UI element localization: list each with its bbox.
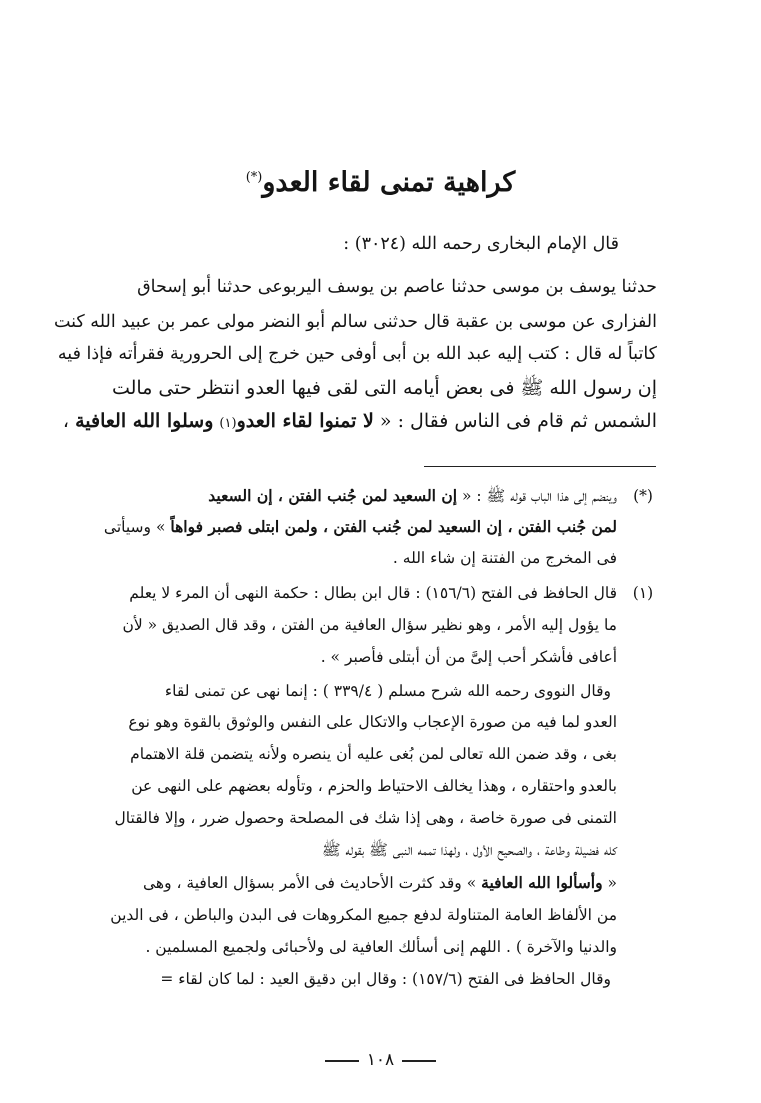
footnote-1-line-5: العدو لما فيه من صورة الإعجاب والاتكال على النفس والوثوق بالقوة وهو نوع	[128, 713, 617, 731]
footnote-star-line-2-bold: لمن جُنب الفتن ، إن السعيد لمن جُنب الفتن ، ولمن ابتلى فصبر فواهاً	[170, 517, 617, 536]
footnote-1-line-6: بغى ، وقد ضمن الله تعالى لمن بُغى عليه أن ينصره ولأنه يتضمن قلة الاهتمام	[130, 745, 617, 763]
folio-rule-right	[402, 1060, 436, 1062]
footnote-1-line-10-bold: وأسألوا الله العافية	[481, 873, 603, 892]
footnote-1-line-7: بالعدو واحتقاره ، وهذا يخالف الاحتياط والحزم ، وتأوله بعضهم على النهى عن	[131, 777, 617, 795]
footnote-star-line-1	[104, 481, 617, 511]
footnote-star-line-2-post: » وسيأتى	[103, 518, 166, 536]
hadith-line-3: كاتباً له قال : كتب إليه عبد الله بن أبى أوفى حين خرج إلى الحرورية فقرأته فإذا فيه	[57, 344, 657, 364]
footnote-star-line-3: فى المخرج من الفتنة إن شاء الله .	[392, 549, 617, 567]
footnote-1-line-3: أعافى فأشكر أحب إلىَّ من أن أبتلى فأصبر » .	[320, 648, 617, 666]
hadith-line-5	[62, 406, 657, 439]
footnote-star-marker: (*)	[633, 487, 653, 505]
footnote-1-line-4: وقال النووى رحمه الله شرح مسلم ( ٣٣٩/٤ ) : إنما نهى عن تمنى لقاء	[164, 682, 611, 700]
folio-rule-left	[325, 1060, 359, 1062]
footnote-ref-1: (١)	[219, 416, 237, 431]
hadith-line-5-post: ،	[62, 410, 70, 432]
footnote-star-line-2	[104, 512, 617, 542]
footnote-1-line-1: قال الحافظ فى الفتح (١٥٦/٦) : قال ابن بطال : حكمة النهى أن المرء لا يعلم	[129, 584, 617, 602]
hadith-line-4: إن رسول الله ﷺ فى بعض أيامه التى لقى فيها العدو انتظر حتى مالت	[111, 377, 657, 399]
footnote-1-marker: (١)	[632, 584, 654, 602]
footnote-1-line-9: كله فضيلة وطاعة ، والصحيح الأول ، ولهذا تممه النبى ﷺ بقوله ﷺ	[321, 841, 617, 859]
hadith-line-5-pre: الشمس ثم قام فى الناس فقال : «	[379, 410, 657, 432]
footnote-1-line-10-pre: «	[607, 874, 617, 892]
chapter-title	[150, 158, 611, 203]
footnote-star-line-1-bold: إن السعيد لمن جُنب الفتن ، إن السعيد	[208, 486, 458, 505]
footnote-1-line-10	[104, 868, 617, 898]
footnote-1-line-13: وقال الحافظ فى الفتح (١٥٧/٦) : وقال ابن دقيق العيد : لما كان لقاء =	[160, 970, 611, 988]
page-footer	[0, 1046, 761, 1074]
footnote-1-line-10-post: » وقد كثرت الأحاديث فى الأمر بسؤال العافية ، وهى	[143, 874, 477, 892]
footnote-1-line-11: من الألفاظ العامة المتناولة لدفع جميع المكروهات فى البدن والباطن ، فى الدين	[110, 906, 617, 924]
footnote-1-line-2: ما يؤول إليه الأمر ، وهو نظير سؤال العافية من الفتن ، وقد قال الصديق « لأن	[122, 616, 617, 634]
footnote-1-line-12: والدنيا والآخرة ) . اللهم إنى أسألك العافية لى ولأحبائى ولجميع المسلمين .	[145, 938, 617, 956]
hadith-line-2: الفزارى عن موسى بن عقبة قال حدثنى سالم أبو النضر مولى عمر بن عبيد الله كنت	[53, 312, 657, 332]
footnote-separator	[424, 466, 656, 467]
hadith-line-1: حدثنا يوسف بن موسى حدثنا عاصم بن يوسف اليربوعى حدثنا أبو إسحاق	[137, 277, 657, 297]
chapter-footnote-ref: (*)	[245, 170, 263, 185]
chapter-title-text: كراهية تمنى لقاء العدو	[262, 167, 516, 198]
hadith-quote-b: وسلوا الله العافية	[75, 410, 214, 432]
hadith-quote-a: لا تمنوا لقاء العدو	[236, 410, 374, 432]
footnote-1-line-8: التمنى فى صورة خاصة ، وهى إذا شك فى المصلحة وحصول ضرر ، وإلا فالقتال	[114, 809, 617, 827]
hadith-intro: قال الإمام البخارى رحمه الله (٣٠٢٤) :	[343, 234, 619, 254]
page-number: ١٠٨	[366, 1050, 395, 1070]
footnote-star-line-1-pre: وينضم إلى هذا الباب قوله ﷺ : «	[462, 487, 617, 505]
